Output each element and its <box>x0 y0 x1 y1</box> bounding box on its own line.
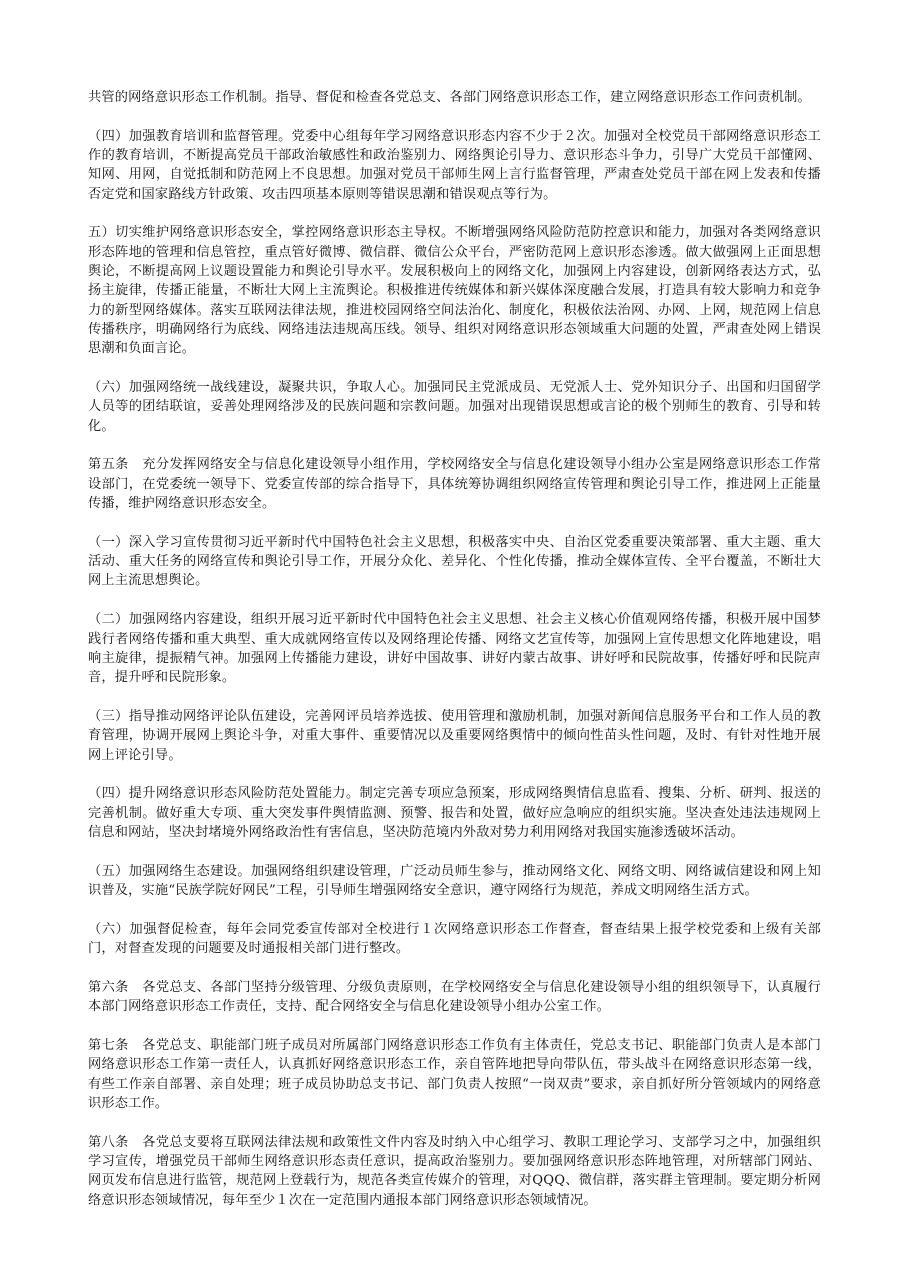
paragraph-3: 五）切实维护网络意识形态安全，掌控网络意识形态主导权。不断增强网络风险防范防控意识和能力，加强对各类网络意识形态阵地的管理和信息管控，重点管好微博、微信群、微信公众平台，严密防范网上意识形态渗透。做大做强网上正面思想舆论，不断提高网上议题设置能力和舆论引导水平。发展积极向上的网络文化，加强网上内容建设，创新网络表达方式，弘扬主旋律，传播正能量，不断壮大网上主流舆论。积极推进传统媒体和新兴媒体深度融合发展，打造具有较大影响力和竞争力的新型网络媒体。落实互联网法律法规，推进校园网络空间法治化、制度化，积极依法治网、办网、上网，规范网上信息传播秩序，明确网络行为底线、网络违法违规高压线。领导、组织对网络意识形态领域重大问题的处置，严肃查处网上错误思潮和负面言论。 <box>88 225 821 357</box>
paragraph-9: （四）提升网络意识形态风险防范处置能力。制定完善专项应急预案，形成网络舆情信息监看、搜集、分析、研判、报送的完善机制。做好重大专项、重大突发事件舆情监测、预警、报告和处置，做好应急响应的组织实施。坚决查处违法违规网上信息和网站，坚决封堵境外网络政治性有害信息，坚决防范境内外敌对势力利用网络对我国实施渗透破坏活动。 <box>88 786 821 840</box>
paragraph-5: 第五条 充分发挥网络安全与信息化建设领导小组作用，学校网络安全与信息化建设领导小组办公室是网络意识形态工作常设部门，在党委统一领导下、党委宣传部的综合指导下，具体统筹协调组织网络宣传管理和舆论引导工作，推进网上正能量传播，维护网络意识形态安全。 <box>88 457 821 512</box>
paragraph-1: 共管的网络意识形态工作机制。指导、督促和检查各党总支、各部门网络意识形态工作，建立网络意识形态工作问责机制。 <box>88 90 811 105</box>
paragraph-8: （三）指导推动网络评论队伍建设，完善网评员培养选拔、使用管理和激励机制，加强对新闻信息服务平台和工作人员的教育管理，协调开展网上舆论斗争，对重大事件、重要情况以及重要网络舆情中的倾向性苗头性问题，及时、有针对性地开展网上评论引导。 <box>88 708 821 763</box>
paragraph-6: （一）深入学习宣传贯彻习近平新时代中国特色社会主义思想，积极落实中央、自治区党委重要决策部署、重大主题、重大活动、重大任务的网络宣传和舆论引导工作，开展分众化、差异化、个性化传播，推动全媒体宣传、全平台覆盖，不断壮大网上主流思想舆论。 <box>88 534 821 589</box>
paragraph-12: 第六条 各党总支、各部门坚持分级管理、分级负责原则，在学校网络安全与信息化建设领导小组的组织领导下，认真履行本部门网络意识形态工作责任，支持、配合网络安全与信息化建设领导小组办公室工作。 <box>88 979 821 1015</box>
paragraph-10: （五）加强网络生态建设。加强网络组织建设管理，广泛动员师生参与，推动网络文化、网络文明、网络诚信建设和网上知识普及，实施“民族学院好网民”工程，引导师生增强网络安全意识，遵守网络行为规范，养成文明网络生活方式。 <box>88 863 821 898</box>
paragraph-4: （六）加强网络统一战线建设，凝聚共识，争取人心。加强同民主党派成员、无党派人士、党外知识分子、出国和归国留学人员等的团结联谊，妥善处理网络涉及的民族问题和宗教问题。加强对出现错误思想或言论的极个别师生的教育、引导和转化。 <box>88 380 821 434</box>
paragraph-7: （二）加强网络内容建设，组织开展习近平新时代中国特色社会主义思想、社会主义核心价值观网络传播，积极开展中国梦践行者网络传播和重大典型、重大成就网络宣传以及网络理论传播、网络文艺宣传等，加强网上宣传思想文化阵地建设，唱响主旋律，提振精气神。加强网上传播能力建设，讲好中国故事、讲好内蒙古故事、讲好呼和民院故事，传播好呼和民院声音，提升呼和民院形象。 <box>88 612 821 686</box>
paragraph-2: （四）加强教育培训和监督管理。党委中心组每年学习网络意识形态内容不少于２次。加强对全校党员干部网络意识形态工作的教育培训，不断提高党员干部政治敏感性和政治鉴别力、网络舆论引导力、意识形态斗争力，引导广大党员干部懂网、知网、用网，自觉抵制和防范网上不良思想。加强对党员干部师生网上言行监督管理，严肃查处党员干部在网上发表和传播否定党和国家路线方针政策、攻击四项基本原则等错误思潮和错误观点等行为。 <box>88 128 821 202</box>
paragraph-13: 第七条 各党总支、职能部门班子成员对所属部门网络意识形态工作负有主体责任，党总支书记、职能部门负责人是本部门网络意识形态工作第一责任人，认真抓好网络意识形态工作，亲自管阵地把导向带队伍，带头战斗在网络意识形态第一线，有些工作亲自部署、亲自处理；班子成员协助总支书记、部门负责人按照“一岗双责”要求，亲自抓好所分管领域内的网络意识形态工作。 <box>88 1037 821 1111</box>
paragraph-11: （六）加强督促检查，每年会同党委宣传部对全校进行１次网络意识形态工作督查，督查结果上报学校党委和上级有关部门，对督查发现的问题要及时通报相关部门进行整改。 <box>88 921 821 957</box>
paragraph-14: 第八条 各党总支要将互联网法律法规和政策性文件内容及时纳入中心组学习、教职工理论学习、支部学习之中，加强组织学习宣传，增强党员干部师生网络意识形态责任意识，提高政治鉴别力。要加强网络意识形态阵地管理，对所辖部门网站、网页发布信息进行监管，规范网上登载行为，规范各类宣传媒介的管理，对QQQ、微信群，落实群主管理制。要定期分析网络意识形态领域情况，每年至少１次在一定范围内通报本部门网络意识形态领域情况。 <box>88 1134 821 1208</box>
